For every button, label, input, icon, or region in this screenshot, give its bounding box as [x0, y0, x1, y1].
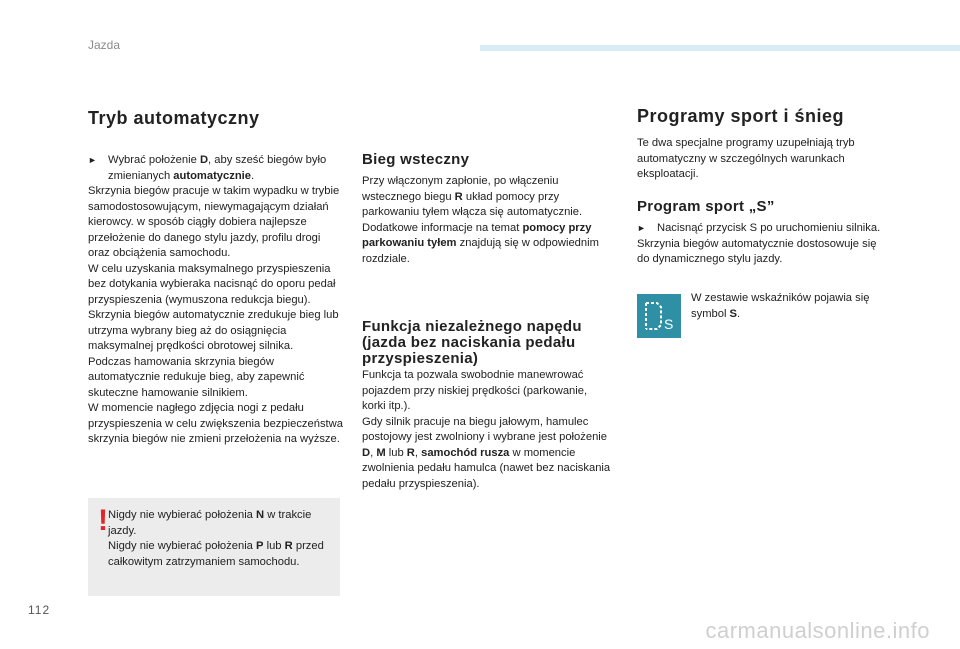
- paragraph: Podczas hamowania skrzynia biegów automatycznie redukuje bieg, aby zapewnić skuteczne hamowanie silnikiem.: [88, 355, 305, 399]
- page-number: 112: [28, 603, 51, 617]
- header-bar: [480, 45, 960, 51]
- arrow-bullet-icon: ►: [637, 223, 646, 233]
- title-sport-snow: Programy sport i śnieg: [637, 106, 845, 126]
- bullet-text: Wybrać położenie D, aby sześć biegów było zmienianych automatycznie.: [108, 154, 327, 182]
- sport-mode-symbol: [637, 294, 681, 338]
- section-header: Jazda: [88, 38, 121, 52]
- sport-snow-intro: Te dwa specjalne programy uzupełniają tryb automatyczny w szczególnych warunkach eksploatacji.: [637, 137, 855, 180]
- title-automatic-mode: Tryb automatyczny: [88, 108, 260, 128]
- reverse-gear-text: Przy włączonym zapłonie, po włączeniu wstecznego biegu R układ pomocy przy parkowaniu tyłem włącza się automatycznie. Dodatkowe informacje na temat pomocy przy parkowaniu tyłem znajdują się w odpowiednim rozdziale.: [362, 175, 599, 265]
- bullet-item: [88, 153, 343, 184]
- sport-icon-letter: S: [664, 316, 674, 332]
- title-creep-function: Funkcja niezależnego napędu (jazda bez naciskania pedału przyspieszenia): [362, 318, 582, 367]
- arrow-bullet-icon: ►: [88, 155, 97, 165]
- automatic-mode-text: [88, 153, 343, 448]
- title-reverse-gear: Bieg wsteczny: [362, 151, 470, 168]
- sport-program-text: [637, 221, 882, 268]
- exclamation-icon: !: [98, 504, 108, 537]
- paragraph: W momencie nagłego zdjęcia nogi z pedału przyspieszenia w celu zwiększenia bezpieczeństwa skrzynia biegów nie zmieni przełożenia na wyższe.: [88, 402, 343, 445]
- title-sport-program: Program sport „S”: [637, 198, 775, 215]
- paragraph: Skrzynia biegów pracuje w takim wypadku w trybie samodostosowującym, niewymagającym działań kierowcy. w sposób ciągły dobiera najlepsze przełożenie do danego stylu jazdy, profilu drogi oraz obciążenia samochodu.: [88, 185, 340, 259]
- creep-function-text: Funkcja ta pozwala swobodnie manewrować pojazdem przy niskiej prędkości (parkowanie, korki itp.). Gdy silnik pracuje na biegu jałowym, hamulec postojowy jest zwolniony i wybrane jest położenie D, M lub R, samochód rusza w momencie zwolnienia pedału hamulca (nawet bez naciskania pedału przyspieszenia).: [362, 369, 611, 490]
- warning-box: [88, 498, 340, 596]
- sport-indicator-note: W zestawie wskaźników pojawia się symbol S.: [691, 292, 870, 320]
- watermark: carmanualsonline.info: [705, 618, 930, 643]
- paragraph: W celu uzyskania maksymalnego przyspieszenia bez dotykania wybieraka nacisnąć do oporu pedał przyspieszenia (wymuszona redukcja biegu). Skrzynia biegów automatycznie zredukuje bieg lub utrzyma wybrany bieg aż do osiągnięcia maksymalnej prędkości obrotowej silnika.: [88, 262, 339, 352]
- bullet-text: Nacisnąć przycisk S po uruchomieniu silnika.: [657, 222, 881, 234]
- bullet-item: [637, 221, 882, 237]
- paragraph: Skrzynia biegów automatycznie dostosowuje się do dynamicznego stylu jazdy.: [637, 237, 877, 265]
- sport-mode-indicator-icon: [637, 294, 681, 338]
- warning-text: Nigdy nie wybierać położenia N w trakcie jazdy. Nigdy nie wybierać położenia P lub R przed całkowitym zatrzymaniem samochodu.: [108, 509, 324, 568]
